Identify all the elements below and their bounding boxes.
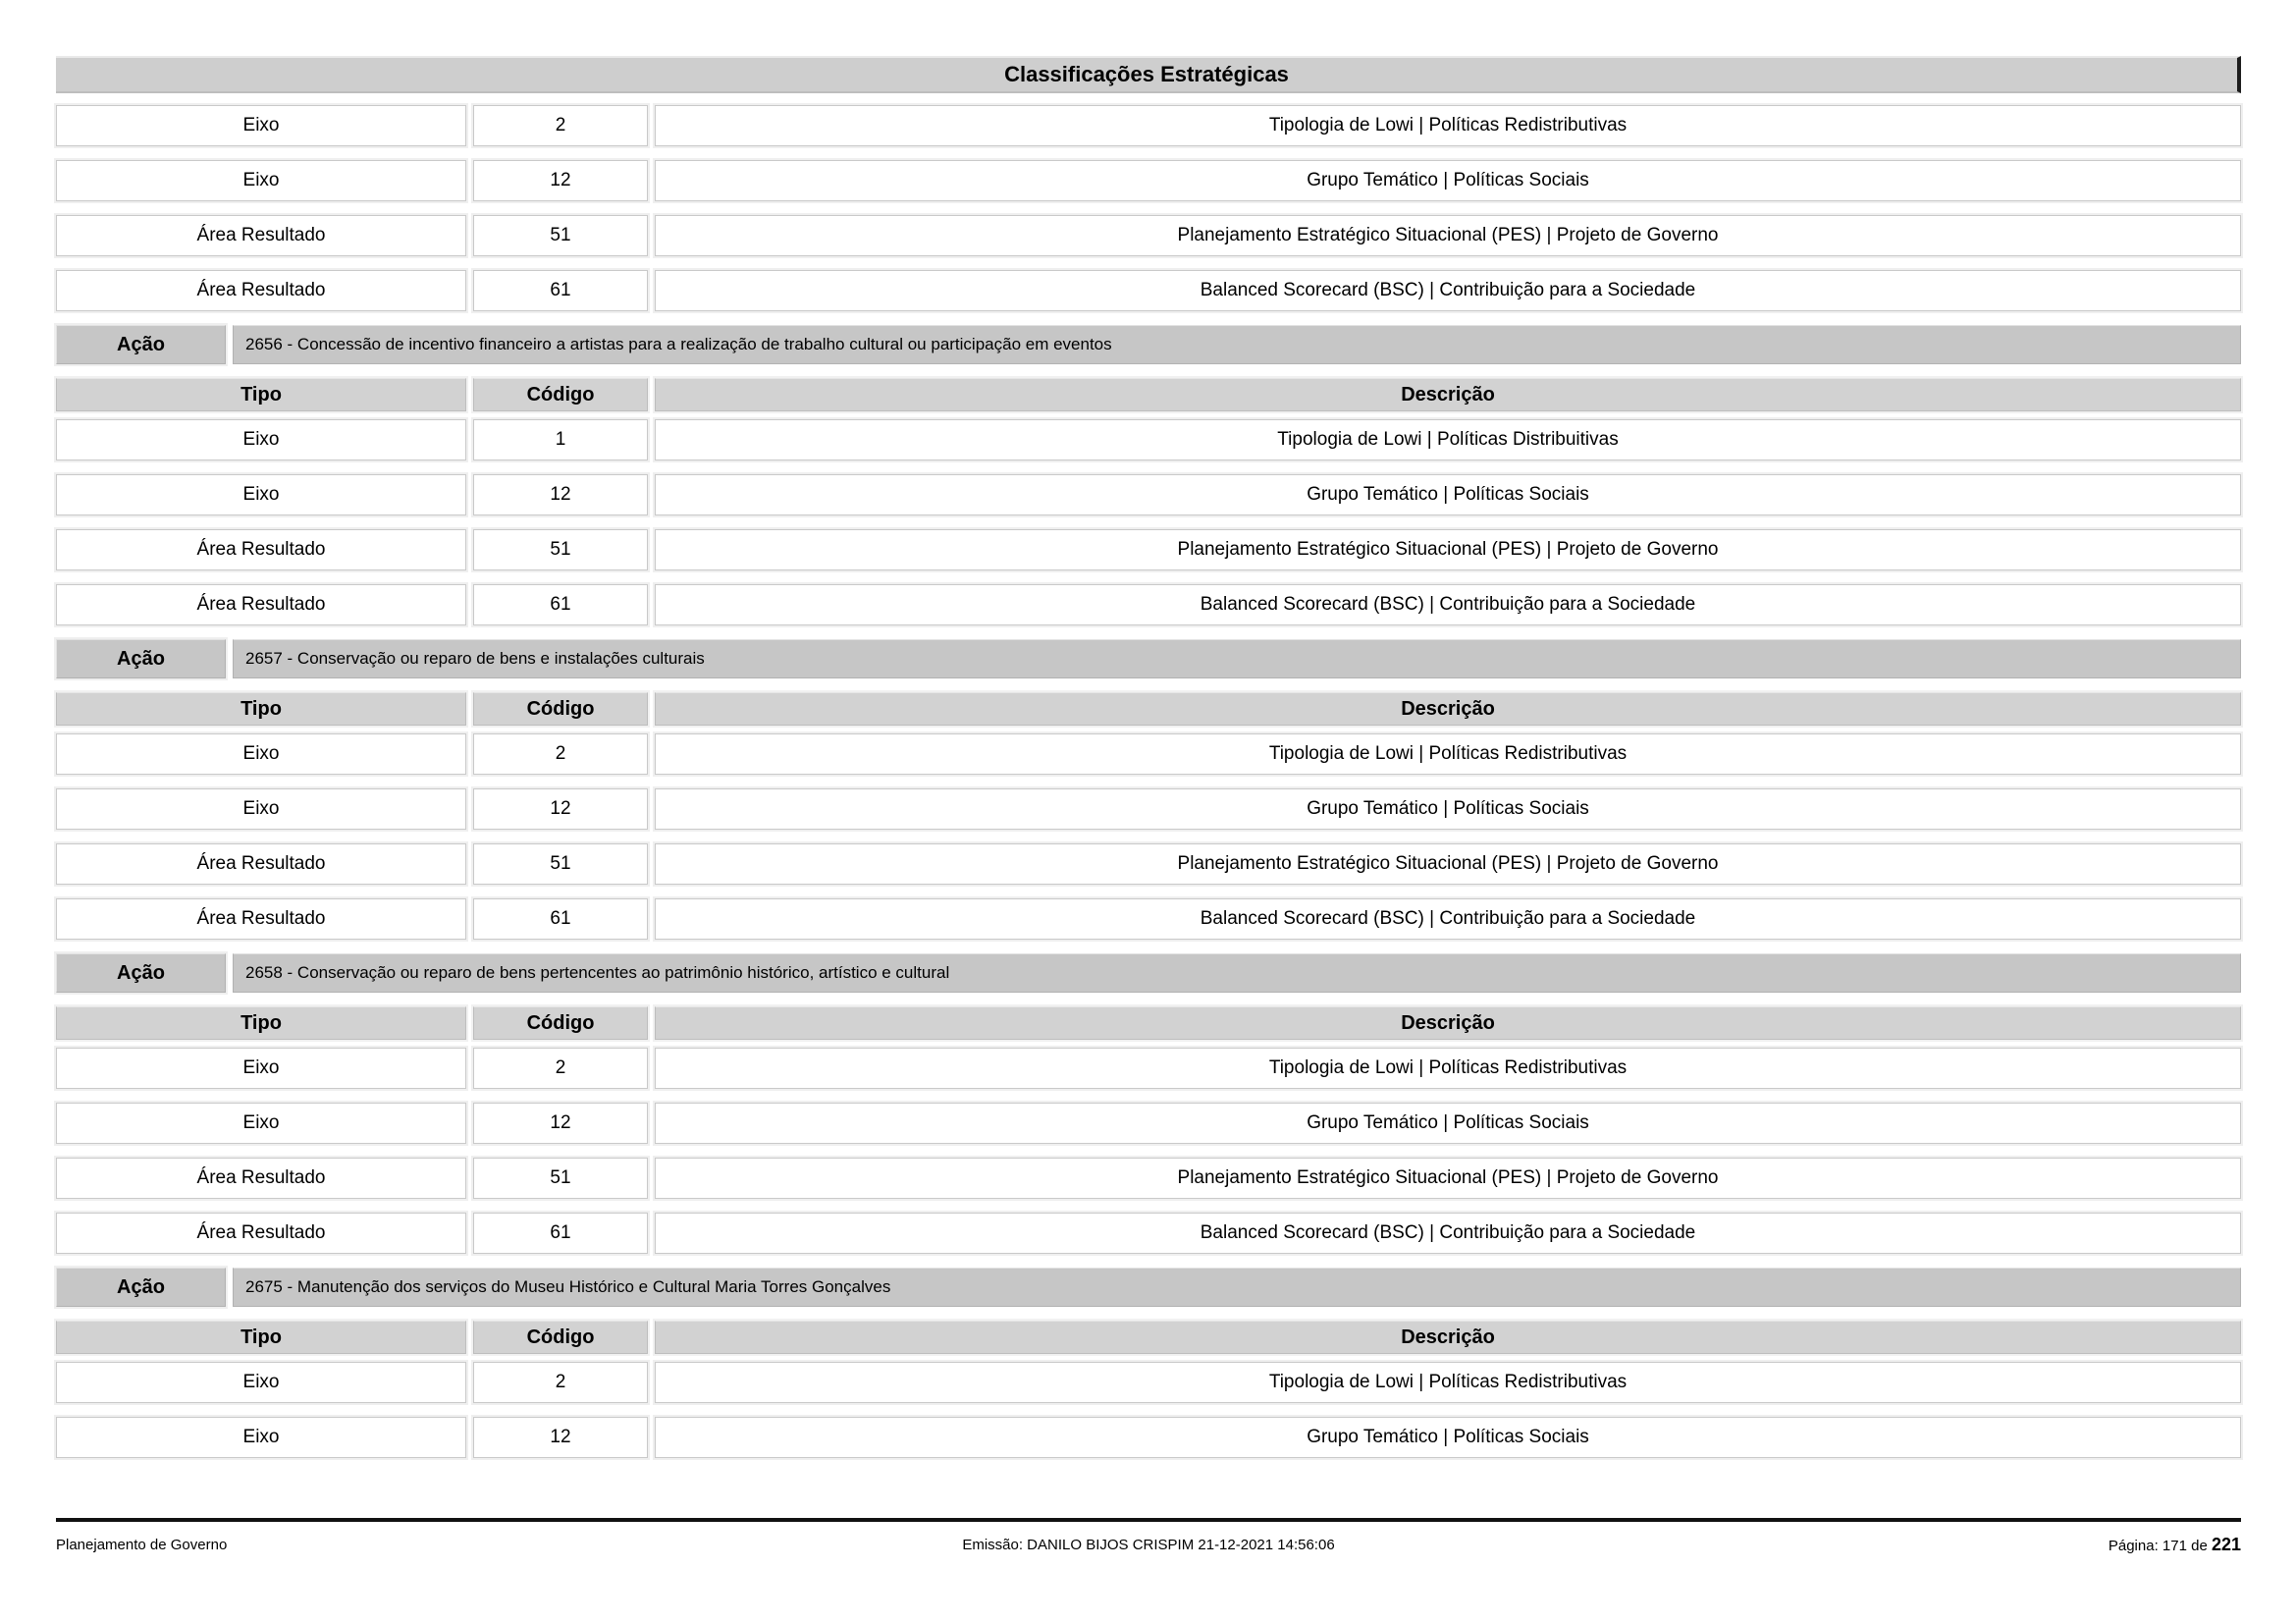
table-row [56, 733, 2241, 775]
tipo-cell: Eixo [56, 105, 466, 146]
acao-section-bar [56, 953, 2241, 993]
descricao-cell: Balanced Scorecard (BSC) | Contribuição para a Sociedade [655, 898, 2241, 940]
descricao-cell: Grupo Temático | Políticas Sociais [655, 474, 2241, 515]
acao-section-bar [56, 639, 2241, 678]
footer-divider [56, 1518, 2241, 1522]
codigo-cell: 51 [473, 529, 648, 570]
report-content [56, 56, 2241, 1472]
column-header-row [56, 1321, 2241, 1354]
codigo-cell: 2 [473, 1362, 648, 1403]
table-row [56, 1417, 2241, 1458]
tipo-cell: Eixo [56, 419, 466, 460]
codigo-cell: 61 [473, 584, 648, 625]
column-header-descricao: Descrição [655, 692, 2241, 726]
codigo-cell: 51 [473, 1158, 648, 1199]
tipo-cell: Eixo [56, 1417, 466, 1458]
tipo-cell: Eixo [56, 788, 466, 830]
table-row [56, 160, 2241, 201]
column-header-codigo: Código [473, 692, 648, 726]
tipo-cell: Área Resultado [56, 1158, 466, 1199]
table-row [56, 1158, 2241, 1199]
descricao-cell: Tipologia de Lowi | Políticas Redistributivas [655, 733, 2241, 775]
table-row [56, 474, 2241, 515]
acao-section-bar [56, 325, 2241, 364]
footer-report-name: Planejamento de Governo [56, 1537, 228, 1553]
column-header-row [56, 378, 2241, 411]
column-header-descricao: Descrição [655, 1321, 2241, 1354]
table-row [56, 843, 2241, 885]
acao-section-bar [56, 1268, 2241, 1307]
tipo-cell: Área Resultado [56, 843, 466, 885]
column-header-tipo: Tipo [56, 692, 466, 726]
descricao-cell: Grupo Temático | Políticas Sociais [655, 1417, 2241, 1458]
tipo-cell: Eixo [56, 1362, 466, 1403]
table-row [56, 1362, 2241, 1403]
descricao-cell: Planejamento Estratégico Situacional (PES) | Projeto de Governo [655, 215, 2241, 256]
acao-label: Ação [56, 325, 226, 364]
descricao-cell: Tipologia de Lowi | Políticas Redistributivas [655, 1048, 2241, 1089]
column-header-codigo: Código [473, 1321, 648, 1354]
codigo-cell: 2 [473, 733, 648, 775]
codigo-cell: 61 [473, 898, 648, 940]
tipo-cell: Eixo [56, 474, 466, 515]
codigo-cell: 12 [473, 1103, 648, 1144]
column-header-codigo: Código [473, 378, 648, 411]
tipo-cell: Eixo [56, 160, 466, 201]
page-title: Classificações Estratégicas [1004, 62, 1289, 86]
column-header-tipo: Tipo [56, 378, 466, 411]
tipo-cell: Área Resultado [56, 529, 466, 570]
descricao-cell: Planejamento Estratégico Situacional (PES) | Projeto de Governo [655, 1158, 2241, 1199]
acao-title: 2656 - Concessão de incentivo financeiro a artistas para a realização de trabalho cultural ou participação em eventos [233, 325, 2241, 364]
table-row [56, 529, 2241, 570]
descricao-cell: Planejamento Estratégico Situacional (PES) | Projeto de Governo [655, 843, 2241, 885]
tipo-cell: Área Resultado [56, 270, 466, 311]
codigo-cell: 51 [473, 215, 648, 256]
acao-label: Ação [56, 953, 226, 993]
table-row [56, 1213, 2241, 1254]
tipo-cell: Área Resultado [56, 584, 466, 625]
column-header-row [56, 1006, 2241, 1040]
table-row [56, 788, 2241, 830]
codigo-cell: 1 [473, 419, 648, 460]
column-header-tipo: Tipo [56, 1321, 466, 1354]
tipo-cell: Área Resultado [56, 1213, 466, 1254]
codigo-cell: 12 [473, 788, 648, 830]
acao-label: Ação [56, 1268, 226, 1307]
footer-page-number [2109, 1535, 2241, 1555]
footer-emission-info: Emissão: DANILO BIJOS CRISPIM 21-12-2021 14:56:06 [962, 1537, 1335, 1553]
column-header-row [56, 692, 2241, 726]
column-header-descricao: Descrição [655, 378, 2241, 411]
tipo-cell: Eixo [56, 733, 466, 775]
tipo-cell: Área Resultado [56, 215, 466, 256]
table-row [56, 105, 2241, 146]
tipo-cell: Eixo [56, 1103, 466, 1144]
tipo-cell: Eixo [56, 1048, 466, 1089]
descricao-cell: Balanced Scorecard (BSC) | Contribuição para a Sociedade [655, 1213, 2241, 1254]
table-row [56, 898, 2241, 940]
codigo-cell: 12 [473, 1417, 648, 1458]
descricao-cell: Balanced Scorecard (BSC) | Contribuição para a Sociedade [655, 584, 2241, 625]
codigo-cell: 61 [473, 270, 648, 311]
table-row [56, 419, 2241, 460]
codigo-cell: 51 [473, 843, 648, 885]
column-header-codigo: Código [473, 1006, 648, 1040]
descricao-cell: Grupo Temático | Políticas Sociais [655, 160, 2241, 201]
codigo-cell: 12 [473, 474, 648, 515]
descricao-cell: Tipologia de Lowi | Políticas Redistributivas [655, 105, 2241, 146]
table-row [56, 270, 2241, 311]
descricao-cell: Tipologia de Lowi | Políticas Redistributivas [655, 1362, 2241, 1403]
footer-page-label: Página: 171 de [2108, 1538, 2208, 1554]
descricao-cell: Grupo Temático | Políticas Sociais [655, 788, 2241, 830]
codigo-cell: 2 [473, 1048, 648, 1089]
codigo-cell: 2 [473, 105, 648, 146]
descricao-cell: Balanced Scorecard (BSC) | Contribuição para a Sociedade [655, 270, 2241, 311]
codigo-cell: 12 [473, 160, 648, 201]
descricao-cell: Planejamento Estratégico Situacional (PES) | Projeto de Governo [655, 529, 2241, 570]
acao-title: 2657 - Conservação ou reparo de bens e instalações culturais [233, 639, 2241, 678]
table-row [56, 215, 2241, 256]
footer-page-total: 221 [2211, 1535, 2241, 1554]
report-title-bar [56, 56, 2241, 93]
acao-title: 2675 - Manutenção dos serviços do Museu Histórico e Cultural Maria Torres Gonçalves [233, 1268, 2241, 1307]
descricao-cell: Tipologia de Lowi | Políticas Distribuitivas [655, 419, 2241, 460]
codigo-cell: 61 [473, 1213, 648, 1254]
acao-label: Ação [56, 639, 226, 678]
column-header-descricao: Descrição [655, 1006, 2241, 1040]
column-header-tipo: Tipo [56, 1006, 466, 1040]
table-row [56, 1103, 2241, 1144]
table-row [56, 1048, 2241, 1089]
table-row [56, 584, 2241, 625]
acao-title: 2658 - Conservação ou reparo de bens pertencentes ao patrimônio histórico, artístico e cultural [233, 953, 2241, 993]
tipo-cell: Área Resultado [56, 898, 466, 940]
descricao-cell: Grupo Temático | Políticas Sociais [655, 1103, 2241, 1144]
